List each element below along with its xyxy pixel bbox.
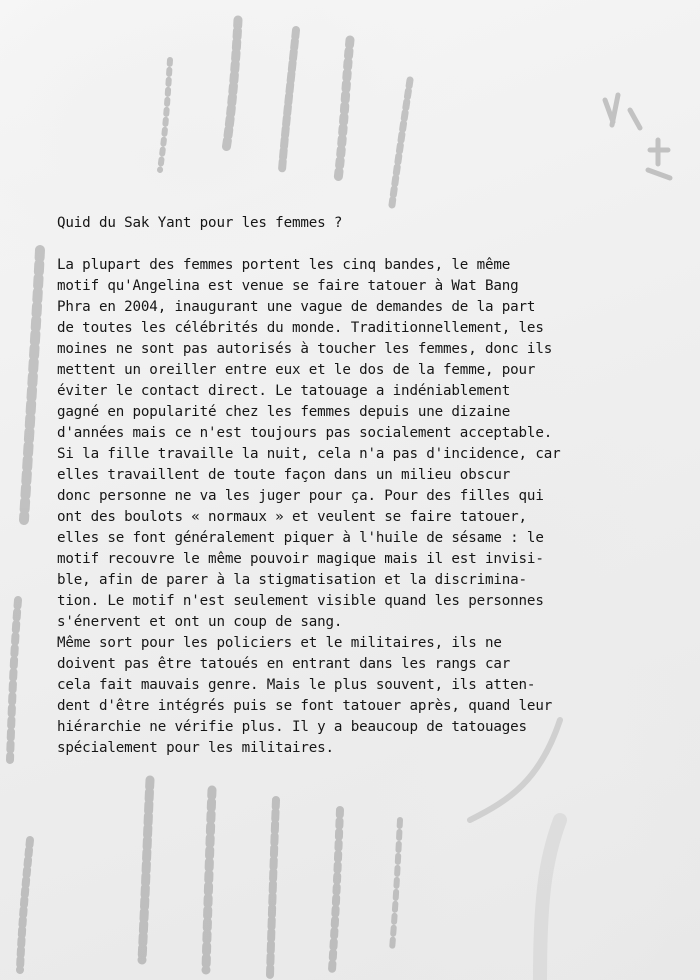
- paragraph-police-military: Même sort pour les policiers et le militaires, ils ne doivent pas être tatoués en entrant dans les rangs car cela fait mauvais genre. Mais le plus souvent, ils atten- dent d'être intégrés puis se font tatouer après, quand leur hiérarchie ne vérifie plus. Il y a beaucoup de tatouages spécialement pour les militaires.: [57, 635, 553, 756]
- article-text: [57, 213, 647, 759]
- paragraph-spacer: [57, 234, 647, 255]
- article-title: Quid du Sak Yant pour les femmes ?: [57, 215, 343, 231]
- paragraph-women-tattoos: La plupart des femmes portent les cinq bandes, le même motif qu'Angelina est venue se faire tatouer à Wat Bang Phra en 2004, inaugurant une vague de demandes de la part de toutes les célébrités du monde. Traditionnellement, les moines ne sont pas autorisés à toucher les femmes, donc ils mettent un oreiller entre eux et le dos de la femme, pour éviter le contact direct. Le tatouage a indéniablement gagné en popularité chez les femmes depuis une dizaine d'années mais ce n'est toujours pas socialement acceptable. Si la fille travaille la nuit, cela n'a pas d'incidence, car elles travaillent de toute façon dans un milieu obscur donc personne ne va les juger pour ça. Pour des filles qui ont des boulots « normaux » et veulent se faire tatouer, elles se font généralement piquer à l'huile de sésame : le motif recouvre le même pouvoir magique mais il est invisi- ble, afin de parer à la stigmatisation et la discrimina- tion. Le motif n'est seulement visible quand les personnes s'énervent et ont un coup de sang.: [57, 257, 561, 630]
